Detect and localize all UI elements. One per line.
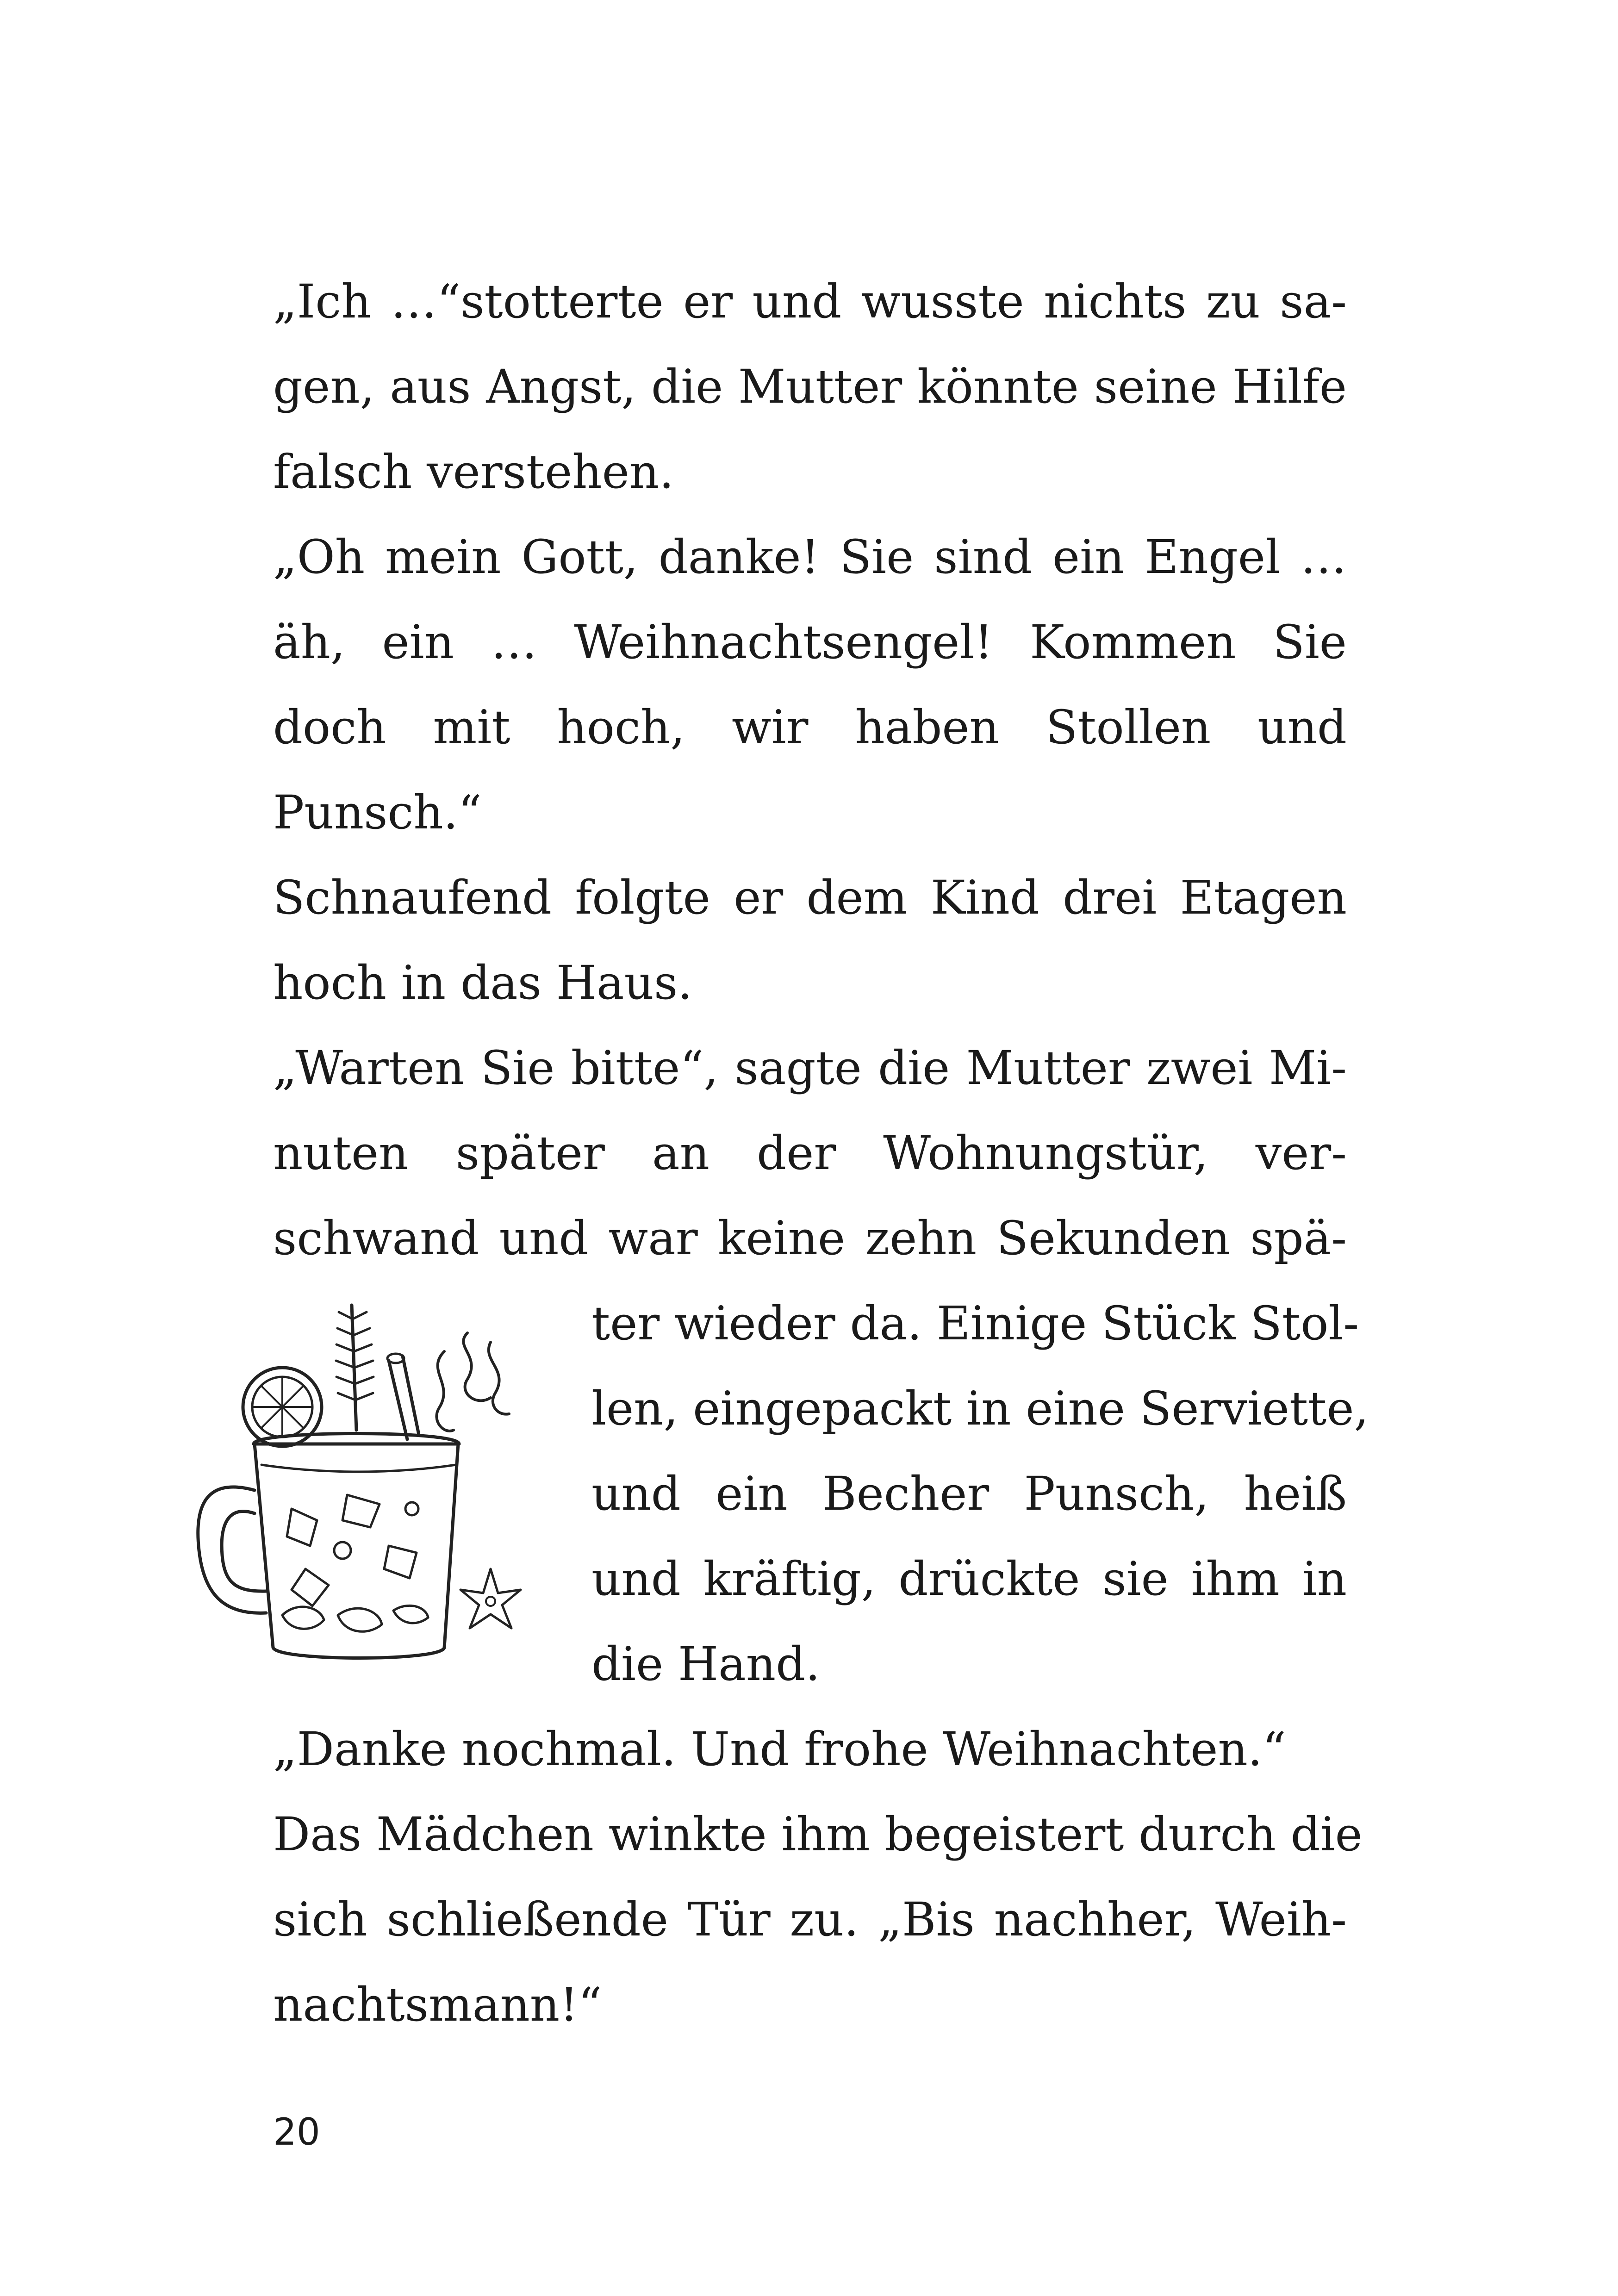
text-line: doch mit hoch, wir haben Stollen und [273, 700, 1347, 754]
punch-mug-illustration [185, 1291, 541, 1680]
text-line: gen, aus Angst, die Mutter könnte seine Hilfe [273, 360, 1347, 414]
text-line: „Danke nochmal. Und frohe Weihnachten.“ [273, 1722, 1286, 1776]
text-line: schwand und war keine zehn Sekunden spä- [273, 1211, 1347, 1265]
text-line: Schnaufend folgte er dem Kind drei Etagen [273, 871, 1347, 925]
text-line: ter wieder da. Einige Stück Stol- [591, 1296, 1359, 1350]
text-line: und ein Becher Punsch, heiß [591, 1467, 1347, 1521]
text-line: Das Mädchen winkte ihm begeistert durch die [273, 1807, 1363, 1861]
text-line: äh, ein … Weihnachtsengel! Kommen Sie [273, 615, 1347, 669]
text-line: „Oh mein Gott, danke! Sie sind ein Engel … [273, 530, 1347, 584]
text-line: „Ich …“stotterte er und wusste nichts zu sa- [273, 274, 1347, 329]
text-line: „Warten Sie bitte“, sagte die Mutter zwei Mi- [273, 1041, 1347, 1095]
text-line: Punsch.“ [273, 785, 482, 840]
text-line: nachtsmann!“ [273, 1978, 602, 2032]
text-line: nuten später an der Wohnungstür, ver- [273, 1126, 1347, 1180]
text-line: die Hand. [591, 1637, 820, 1691]
text-line: sich schließende Tür zu. „Bis nachher, Weih- [273, 1892, 1347, 1947]
text-line: falsch verstehen. [273, 445, 674, 499]
page-number: 20 [273, 2110, 320, 2153]
text-line: und kräftig, drückte sie ihm in [591, 1552, 1347, 1606]
text-line: hoch in das Haus. [273, 956, 693, 1010]
text-line: len, eingepackt in eine Serviette, [591, 1381, 1369, 1436]
